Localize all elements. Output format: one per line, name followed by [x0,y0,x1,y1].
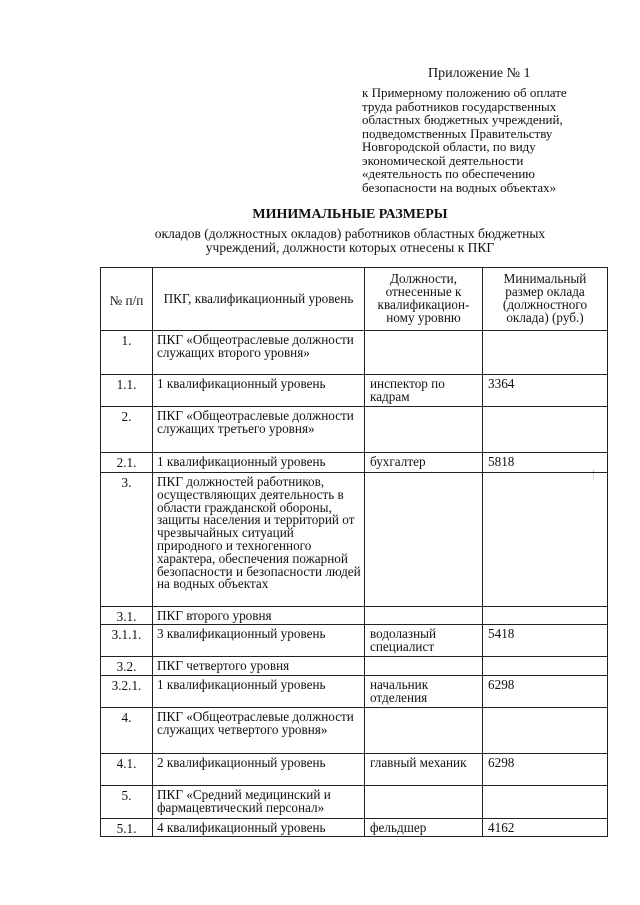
row-salary: 5418 [483,625,608,657]
row-position [365,607,483,625]
row-salary [483,786,608,819]
table-header-row [101,268,608,331]
row-num: 3.2. [101,657,153,676]
row-num: 3.2.1. [101,676,153,708]
row-position: водолазный специалист [365,625,483,657]
row-num: 5.1. [101,819,153,837]
row-name: 1 квалификационный уровень [153,453,365,473]
salary-table [100,267,608,837]
header-num: № п/п [101,268,153,331]
row-salary [483,708,608,754]
document-heading: МИНИМАЛЬНЫЕ РАЗМЕРЫ [252,207,448,222]
row-name: ПКГ «Общеотраслевые должности служащих третьего уровня» [153,407,365,453]
row-position: инспектор по кадрам [365,375,483,407]
row-salary: 4162 [483,819,608,837]
appendix-line: к Примерному положению об оплате [362,85,567,100]
table-row [101,453,608,473]
row-name: ПКГ четвертого уровня [153,657,365,676]
table-row [101,625,608,657]
row-salary [483,607,608,625]
row-num: 2. [101,407,153,453]
table-row [101,786,608,819]
row-salary [483,657,608,676]
table-row [101,607,608,625]
row-num: 1.1. [101,375,153,407]
table-row [101,657,608,676]
row-position: фельдшер [365,819,483,837]
row-name: ПКГ второго уровня [153,607,365,625]
row-position: главный механик [365,754,483,786]
row-num: 5. [101,786,153,819]
subheading-line: учреждений, должности которых отнесены к ПКГ [205,240,495,255]
row-position [365,473,483,607]
row-salary [483,407,608,453]
row-salary [483,473,608,607]
table-row [101,375,608,407]
table-row [101,331,608,375]
appendix-line: областных бюджетных учреждений, [362,112,563,127]
row-position [365,331,483,375]
appendix-description [362,86,612,194]
row-num: 1. [101,331,153,375]
table-row [101,407,608,453]
row-num: 3. [101,473,153,607]
row-position: бухгалтер [365,453,483,473]
appendix-line: «деятельность по обеспечению [362,166,535,181]
row-position: начальник отделения [365,676,483,708]
document-subheading [100,227,600,255]
row-position [365,786,483,819]
row-name: ПКГ должностей работников, осуществляющих деятельность в области гражданской обороны, защиты населения и территорий от чрезвычайных ситуаций природного и техногенного характера, обеспечения пожарной безопасности и безопасности людей на водных объектах [153,473,365,607]
table-row [101,676,608,708]
header-salary: Минимальный размер оклада (должностного оклада) (руб.) [483,268,608,331]
row-name: ПКГ «Общеотраслевые должности служащих четвертого уровня» [153,708,365,754]
table-row [101,473,608,607]
row-num: 3.1. [101,607,153,625]
row-num: 2.1. [101,453,153,473]
appendix-line: безопасности на водных объектах» [362,179,557,195]
appendix-line: труда работников государственных [362,98,557,114]
row-position [365,407,483,453]
header-pkg: ПКГ, квалификационный уровень [153,268,365,331]
row-salary: 5818 [483,453,608,473]
header-position: Должности, отнесенные к квалификацион-ному уровню [365,268,483,331]
table-row [101,754,608,786]
row-salary: 6298 [483,754,608,786]
row-name: 1 квалификационный уровень [153,676,365,708]
row-name: 4 квалификационный уровень [153,819,365,837]
row-salary: 6298 [483,676,608,708]
row-salary [483,331,608,375]
row-name: ПКГ «Средний медицинский и фармацевтический персонал» [153,786,365,819]
appendix-line: Новгородской области, по виду [362,139,536,154]
row-num: 4.1. [101,754,153,786]
table-row [101,819,608,837]
appendix-title: Приложение № 1 [428,66,531,81]
row-num: 3.1.1. [101,625,153,657]
row-position [365,657,483,676]
row-num: 4. [101,708,153,754]
appendix-line: подведомственных Правительству [362,125,553,141]
appendix-line: экономической деятельности [362,152,524,168]
row-name: 2 квалификационный уровень [153,754,365,786]
row-position [365,708,483,754]
row-salary: 3364 [483,375,608,407]
subheading-line: окладов (должностных окладов) работников областных бюджетных [154,226,546,241]
row-name: 1 квалификационный уровень [153,375,365,407]
row-name: 3 квалификационный уровень [153,625,365,657]
row-name: ПКГ «Общеотраслевые должности служащих второго уровня» [153,331,365,375]
table-row [101,708,608,754]
